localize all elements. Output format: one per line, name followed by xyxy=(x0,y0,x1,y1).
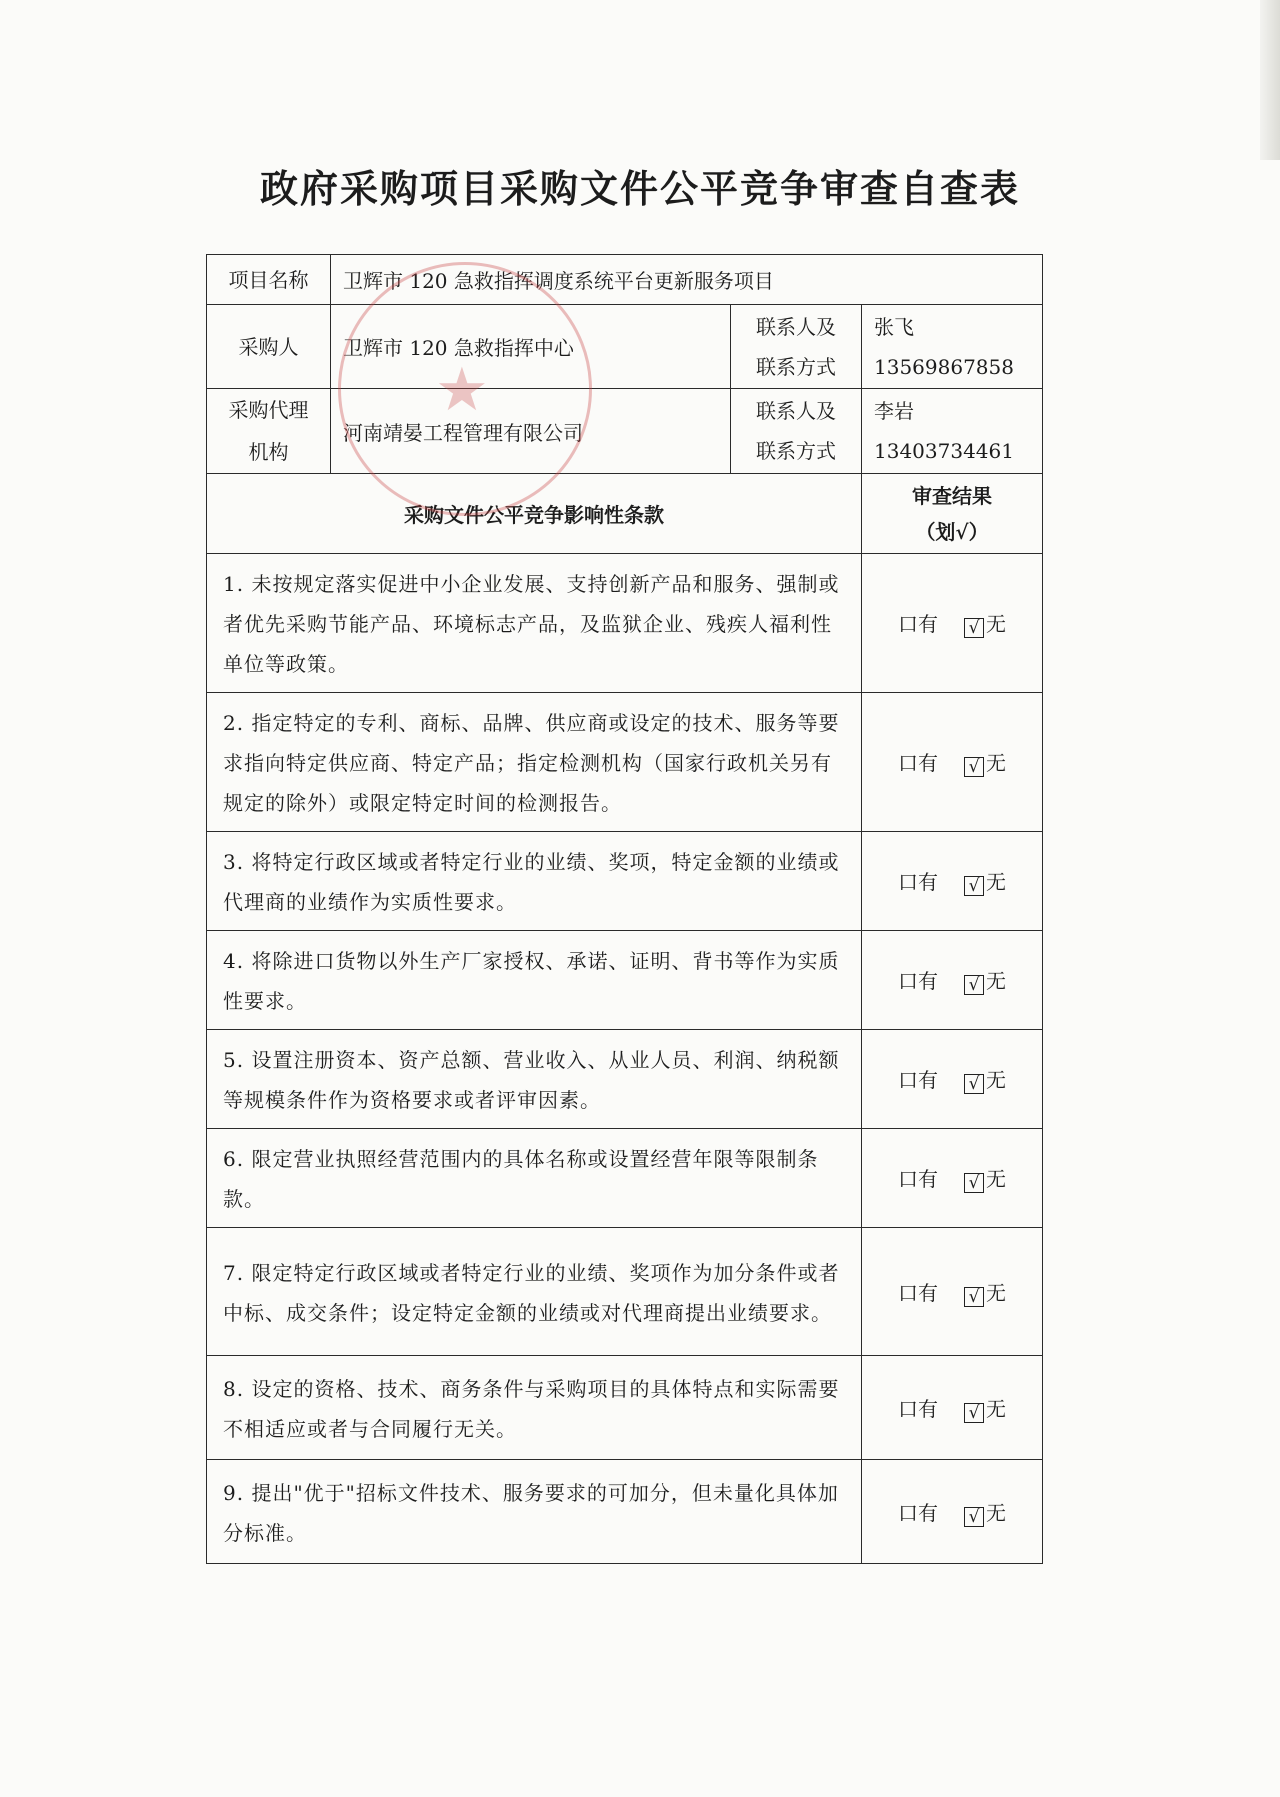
option-none: 无 xyxy=(986,870,1007,894)
clause-result xyxy=(862,1030,1043,1129)
clauses-header: 采购文件公平竞争影响性条款 xyxy=(207,474,862,554)
review-form-table xyxy=(206,254,1043,1564)
checked-box-icon[interactable]: √ xyxy=(964,1287,984,1307)
clause-row xyxy=(207,554,1043,693)
agency-contact-label-line2: 联系方式 xyxy=(756,439,836,463)
option-has[interactable]: 口有 xyxy=(898,870,939,894)
option-none: 无 xyxy=(986,1280,1007,1305)
clause-text: 7. 限定特定行政区域或者特定行业的业绩、奖项作为加分条件或者中标、成交条件；设定特定金额的业绩或对代理商提出业绩要求。 xyxy=(207,1228,862,1356)
agency-contact-phone: 13403734461 xyxy=(874,439,1014,463)
agency-label xyxy=(207,389,331,474)
option-none: 无 xyxy=(986,1396,1007,1421)
result-header xyxy=(862,474,1043,554)
clause-text: 8. 设定的资格、技术、商务条件与采购项目的具体特点和实际需要不相适应或者与合同履行无关。 xyxy=(207,1356,862,1460)
clause-text: 6. 限定营业执照经营范围内的具体名称或设置经营年限等限制条款。 xyxy=(207,1129,862,1228)
seal-star-icon: ★ xyxy=(435,355,489,425)
purchaser-row xyxy=(207,305,1043,389)
clause-row xyxy=(207,1460,1043,1564)
agency-label-line2: 机构 xyxy=(248,440,289,464)
option-has[interactable]: 口有 xyxy=(898,751,939,775)
agency-contact-label xyxy=(731,389,862,474)
purchaser-label: 采购人 xyxy=(207,305,331,389)
clause-text: 1. 未按规定落实促进中小企业发展、支持创新产品和服务、强制或者优先采购节能产品、环境标志产品，及监狱企业、残疾人福利性单位等政策。 xyxy=(207,554,862,693)
option-has[interactable]: 口有 xyxy=(898,612,939,636)
checked-box-icon[interactable]: √ xyxy=(964,1403,984,1423)
result-header-line2: （划√） xyxy=(915,519,989,544)
option-none: 无 xyxy=(986,612,1007,636)
purchaser-contact-label xyxy=(731,305,862,389)
option-has[interactable]: 口有 xyxy=(898,1068,939,1092)
clause-rows xyxy=(207,554,1043,1564)
agency-row xyxy=(207,389,1043,474)
option-none: 无 xyxy=(986,1167,1007,1191)
clause-text: 9. 提出"优于"招标文件技术、服务要求的可加分，但未量化具体加分标准。 xyxy=(207,1460,862,1564)
purchaser-contact-phone: 13569867858 xyxy=(874,354,1014,379)
option-none: 无 xyxy=(986,751,1007,775)
checked-box-icon[interactable]: √ xyxy=(964,876,984,896)
agency-contact-value xyxy=(862,389,1043,474)
clause-text: 5. 设置注册资本、资产总额、营业收入、从业人员、利润、纳税额等规模条件作为资格要求或者评审因素。 xyxy=(207,1030,862,1129)
clause-result xyxy=(862,554,1043,693)
clause-result xyxy=(862,931,1043,1030)
project-name-label: 项目名称 xyxy=(207,255,331,305)
agency-label-line1: 采购代理 xyxy=(228,398,309,422)
option-none: 无 xyxy=(986,1500,1007,1525)
clause-row xyxy=(207,832,1043,931)
agency-value: 河南靖晏工程管理有限公司 xyxy=(331,389,731,474)
option-none: 无 xyxy=(986,1068,1007,1092)
purchaser-contact-value xyxy=(862,305,1043,389)
option-has[interactable]: 口有 xyxy=(898,1500,939,1525)
agency-contact-label-line1: 联系人及 xyxy=(756,399,836,423)
option-none: 无 xyxy=(986,969,1007,993)
checked-box-icon[interactable]: √ xyxy=(964,1074,984,1094)
project-name-row xyxy=(207,255,1043,305)
checked-box-icon[interactable]: √ xyxy=(964,757,984,777)
result-header-line1: 审查结果 xyxy=(912,483,993,508)
clause-text: 4. 将除进口货物以外生产厂家授权、承诺、证明、背书等作为实质性要求。 xyxy=(207,931,862,1030)
purchaser-contact-name: 张飞 xyxy=(874,314,914,339)
document-title: 政府采购项目采购文件公平竞争审查自查表 xyxy=(259,167,1020,211)
purchaser-value: 卫辉市 120 急救指挥中心 xyxy=(331,305,731,389)
checked-box-icon[interactable]: √ xyxy=(964,1507,984,1527)
project-name-value: 卫辉市 120 急救指挥调度系统平台更新服务项目 xyxy=(331,255,1043,305)
clause-row xyxy=(207,693,1043,832)
clause-row xyxy=(207,931,1043,1030)
clause-result xyxy=(862,1228,1043,1356)
purchaser-contact-label-line2: 联系方式 xyxy=(756,354,836,379)
clause-text: 2. 指定特定的专利、商标、品牌、供应商或设定的技术、服务等要求指向特定供应商、特定产品；指定检测机构（国家行政机关另有规定的除外）或限定特定时间的检测报告。 xyxy=(207,693,862,832)
clause-result xyxy=(862,832,1043,931)
checked-box-icon[interactable]: √ xyxy=(964,1173,984,1193)
clause-result xyxy=(862,1460,1043,1564)
option-has[interactable]: 口有 xyxy=(898,1167,939,1191)
page-edge xyxy=(1260,0,1280,160)
review-header-row xyxy=(207,474,1043,554)
checked-box-icon[interactable]: √ xyxy=(964,618,984,638)
agency-contact-name: 李岩 xyxy=(874,399,914,423)
clause-row xyxy=(207,1228,1043,1356)
clause-result xyxy=(862,1356,1043,1460)
option-has[interactable]: 口有 xyxy=(898,1280,939,1305)
clause-result xyxy=(862,1129,1043,1228)
clause-row xyxy=(207,1129,1043,1228)
clause-row xyxy=(207,1030,1043,1129)
clause-result xyxy=(862,693,1043,832)
clause-row xyxy=(207,1356,1043,1460)
option-has[interactable]: 口有 xyxy=(898,969,939,993)
checked-box-icon[interactable]: √ xyxy=(964,975,984,995)
purchaser-contact-label-line1: 联系人及 xyxy=(756,314,836,339)
option-has[interactable]: 口有 xyxy=(898,1396,939,1421)
clause-text: 3. 将特定行政区域或者特定行业的业绩、奖项，特定金额的业绩或代理商的业绩作为实质性要求。 xyxy=(207,832,862,931)
